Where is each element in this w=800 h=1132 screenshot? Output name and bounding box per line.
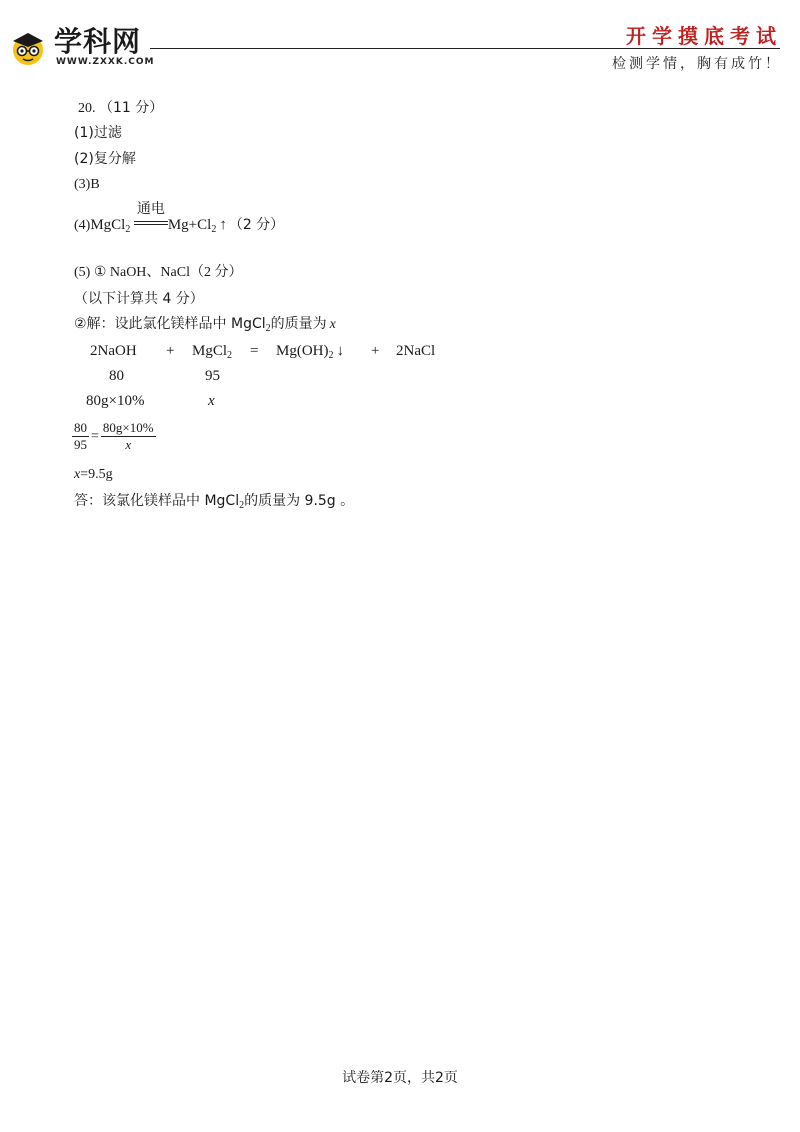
eq-naoh: 2NaOH: [90, 343, 137, 359]
page-footer: 试卷第2页，共2页: [342, 1070, 458, 1086]
calc-note: （以下计算共 4 分）: [74, 291, 204, 307]
eq-mgcl2-formula: MgCl: [192, 343, 228, 359]
answer-4-prefix: (4): [74, 218, 91, 233]
result-value: =9.5g: [80, 467, 113, 482]
solution-intro: [74, 315, 336, 334]
conclusion-text: 答：该氯化镁样品中 MgCl: [74, 493, 240, 509]
proportion-equals: =: [91, 428, 99, 444]
answer-4-reactant-sub: 2: [125, 224, 131, 235]
proportion-left-fraction: [72, 420, 89, 453]
answer-4-reactant: MgCl: [90, 217, 126, 233]
answer-1: (1)过滤: [74, 125, 122, 141]
gas-up-arrow-icon: ↑: [219, 217, 227, 233]
double-line-bottom: [134, 224, 168, 225]
answer-2: (2)复分解: [74, 151, 136, 167]
solution-intro-post: 的质量为: [270, 316, 327, 332]
question-header: [78, 99, 163, 118]
answer-4: [74, 201, 285, 235]
precipitate-down-arrow-icon: ↓: [336, 343, 344, 359]
eq-mgcl2: [192, 343, 232, 360]
exam-slogan: 检测学情，胸有成竹！: [612, 56, 782, 72]
eq-mgoh2-formula: Mg(OH): [276, 343, 329, 359]
eq-mgoh2: [276, 343, 344, 360]
proportion-left-num: 80: [74, 420, 87, 435]
conclusion-post: 的质量为 9.5g 。: [244, 493, 355, 509]
exam-title: 开学摸底考试: [626, 24, 782, 48]
question-score: （11 分）: [99, 100, 164, 116]
eq-plus-1: +: [166, 343, 175, 359]
answer-4-product: Mg+Cl: [167, 217, 212, 233]
eq-mgoh2-sub: 2: [328, 350, 334, 361]
conclusion: [74, 492, 354, 511]
mass-mgcl2: 95: [205, 368, 220, 384]
eq-nacl: 2NaCl: [396, 343, 436, 359]
proportion-left-den: 95: [74, 437, 87, 452]
proportion-right-den: x: [125, 437, 132, 452]
eq-plus-2: +: [371, 343, 380, 359]
answer-5: (5) ① NaOH、NaCl（2 分）: [74, 265, 243, 280]
eq-mgcl2-sub: 2: [227, 350, 233, 361]
logo-mascot-icon: [10, 30, 46, 66]
conclusion-sub: 2: [239, 500, 245, 511]
proportion: [72, 420, 156, 453]
given-naoh: 80g×10%: [86, 393, 145, 409]
result: [74, 466, 113, 484]
solution-intro-text: ②解：设此氯化镁样品中 MgCl: [74, 316, 266, 332]
mass-naoh: 80: [109, 368, 124, 384]
logo-name: 学科网: [54, 25, 142, 58]
question-number: 20.: [78, 101, 96, 116]
proportion-right-num: 80g×10%: [102, 420, 154, 435]
solution-variable: x: [329, 317, 336, 332]
result-variable: x: [74, 467, 81, 482]
answer-4-score: （2 分）: [228, 217, 285, 233]
answer-3: (3)B: [74, 177, 100, 192]
given-mgcl2: x: [208, 393, 215, 409]
eq-equals: =: [250, 343, 259, 359]
electrolysis-condition: [134, 201, 168, 234]
proportion-right-fraction: [101, 420, 156, 453]
answer-4-product-sub: 2: [211, 224, 217, 235]
double-line-top: [134, 221, 168, 222]
solution-intro-sub: 2: [265, 323, 271, 334]
condition-label: 通电: [136, 201, 165, 217]
logo-url: WWW.ZXXK.COM: [56, 57, 155, 67]
